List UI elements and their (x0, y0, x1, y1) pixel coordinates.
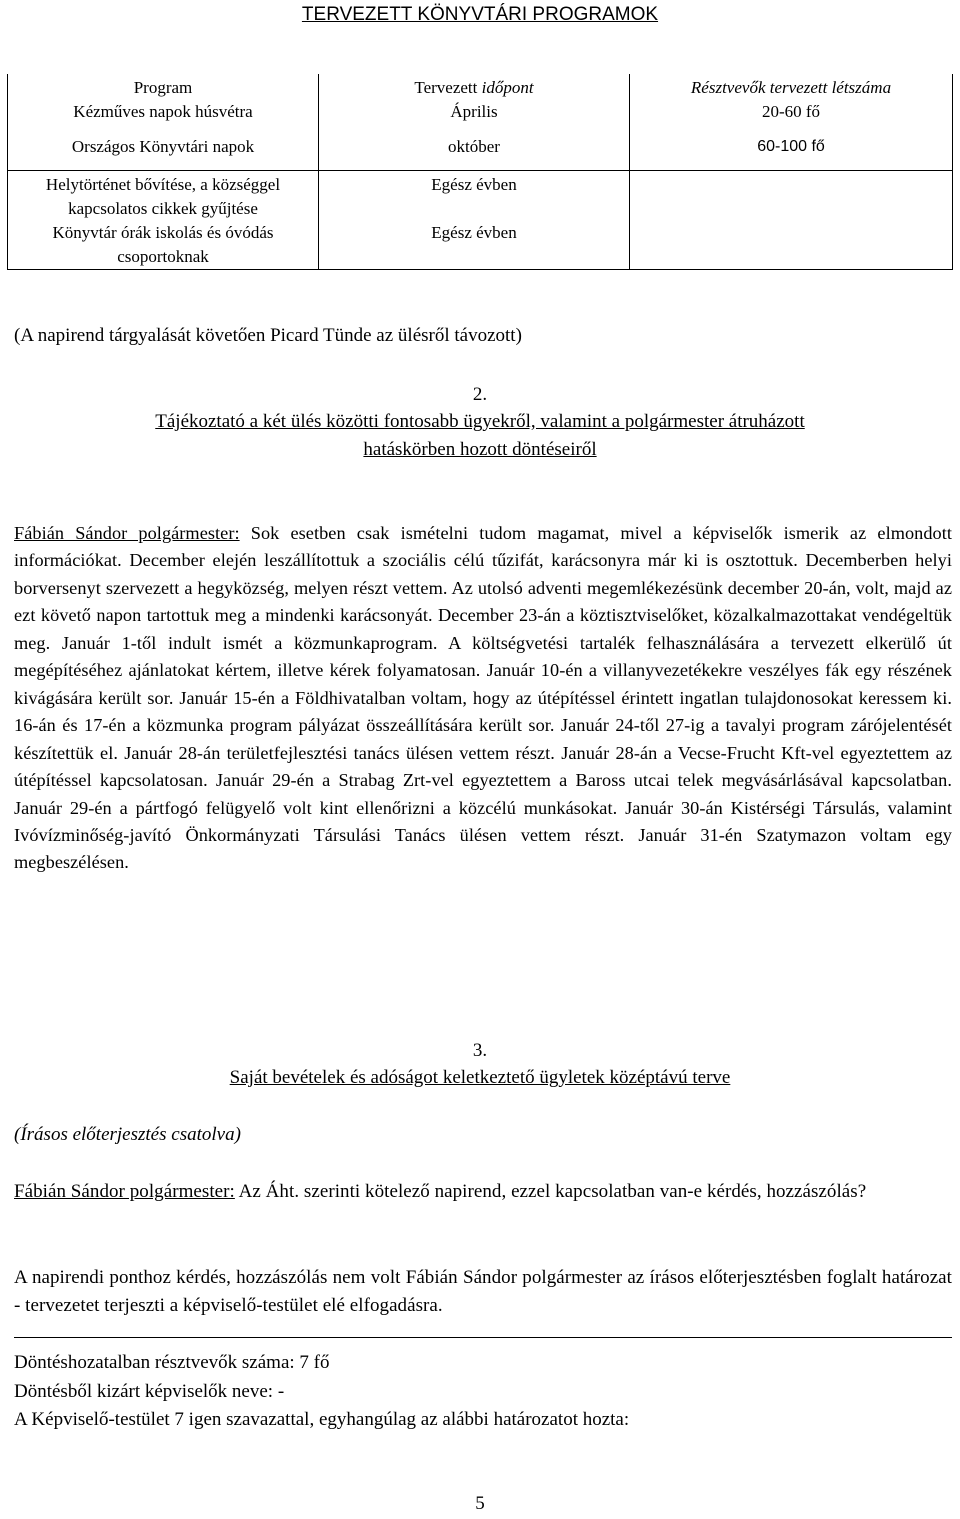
vote-excluded: Döntésből kizárt képviselők neve: - (14, 1381, 285, 1402)
cell-participants: 20-60 fő (630, 100, 953, 124)
col-header-time (319, 74, 630, 100)
divider (14, 1337, 952, 1338)
section-2-body (14, 520, 952, 877)
section-2-title-line2: hatáskörben hozott döntéseiről (363, 439, 597, 460)
attachment-note: (Írásos előterjesztés csatolva) (14, 1124, 241, 1145)
col-header-time-prefix: Tervezett (414, 78, 482, 97)
cell-time: Egész évben (319, 221, 630, 270)
table-row (8, 100, 953, 124)
section-3-title: Saját bevételek és adóságot keletkeztető ügyletek középtávú terve (229, 1067, 731, 1088)
cell-time: Egész évben (319, 171, 630, 222)
cell-time: október (319, 134, 630, 171)
section-3-number: 3. (472, 1040, 488, 1061)
vote-participants: Döntéshozatalban résztvevők száma: 7 fő (14, 1352, 330, 1373)
cell-program: Országos Könyvtári napok (8, 134, 319, 171)
cell-program (8, 171, 319, 222)
cell-participants (630, 171, 953, 222)
cell-program-line: Könyvtár órák iskolás és óvódás (52, 223, 274, 242)
speaker-name: Fábián Sándor polgármester: (14, 523, 240, 543)
cell-program-line: Helytörténet bővítése, a községgel (45, 175, 281, 194)
page-heading: TERVEZETT KÖNYVTÁRI PROGRAMOK (301, 4, 659, 25)
cell-program-line: kapcsolatos cikkek gyűjtése (68, 199, 258, 218)
table-row (8, 221, 953, 270)
section-3-statement: A napirendi ponthoz kérdés, hozzászólás nem volt Fábián Sándor polgármester az írásos előterjesztésben foglalt határozat - tervezetet terjeszti a képviselő-testület elé elfogadásra. (14, 1267, 952, 1316)
section-2-number: 2. (472, 384, 488, 405)
vote-result: A Képviselő-testület 7 igen szavazattal, egyhangúlag az alábbi határozatot hozta: (14, 1409, 630, 1430)
section-2-title-line1: Tájékoztató a két ülés közötti fontosabb ügyekről, valamint a polgármester átruházott (155, 411, 805, 432)
program-table (7, 74, 953, 270)
col-header-program: Program (8, 74, 319, 100)
session-note: (A napirend tárgyalását követően Picard Tünde az ülésről távozott) (14, 325, 522, 346)
cell-participants: 60-100 fő (630, 134, 953, 171)
cell-program: Kézműves napok húsvétra (8, 100, 319, 124)
section-2-text: Sok esetben csak ismételni tudom magamat, mivel a képviselők ismerik az elmondott információkat. December elején leszállítottuk a szociális célú tűzifát, karácsonyra már ki is osztottuk. Decemberben helyi borversenyt szervezett a hegyközség, melyen részt vettem. Az utolsó adventi megemlékezésünk december 20-án, volt, majd az ezt követő napon tartottuk meg a mindenki karácsonyát. December 23-án a köztisztviselőket, közalkalmazottakat vendégeltük meg. Január 1-től indult ismét a közmunkaprogram. A költségvetési tartalék felhasználására a tervezett elkerülő út megépítéséhez ajánlatokat kértem, illetve kérek folyamatosan. Január 10-én a villanyvezetékekre veszélyes fák egy részének kivágására került sor. Január 15-én a Földhivatalban voltam, hogy az útépítéssel érintett ingatlan tulajdonosokat keressem ki. 16-án és 17-én a közmunka program pályázat összeállítására került sor. Január 24-től 27-ig a tavalyi program zárójelentését készítettük el. Január 28-án területfejlesztési tanács ülésen vettem részt. Január 28-án a Vecse-Frucht Kft-vel egyeztettem az útépítéssel kapcsolatosan. Január 29-én a Strabag Zrt-vel egyeztettem a Baross utcai telek megvásárlásával kapcsolatban. Január 29-én a pártfogó felügyelő volt kint ellenőrizni a közcélú munkásokat. Január 30-án Kistérségi Társulás, valamint Ivóvízminőség-javító Önkormányzati Társulási Tanács ülésen vettem részt. Január 31-én Szatymazon voltam egy megbeszélésen. (14, 523, 952, 873)
table-row (8, 171, 953, 222)
cell-program (8, 221, 319, 270)
page-number: 5 (475, 1493, 485, 1514)
cell-program-line: csoportoknak (117, 247, 209, 266)
col-header-time-italic: időpont (481, 78, 534, 97)
speaker-name: Fábián Sándor polgármester: (14, 1181, 235, 1202)
cell-participants (630, 221, 953, 270)
col-header-participants: Résztvevők tervezett létszáma (630, 74, 953, 100)
table-header-row (8, 74, 953, 100)
table-row (8, 134, 953, 171)
section-3-question (14, 1178, 952, 1206)
cell-time: Április (319, 100, 630, 124)
table-spacer-row (8, 124, 953, 134)
section-3-question-text: Az Áht. szerinti kötelező napirend, ezzel kapcsolatban van-e kérdés, hozzászólás? (234, 1181, 867, 1202)
